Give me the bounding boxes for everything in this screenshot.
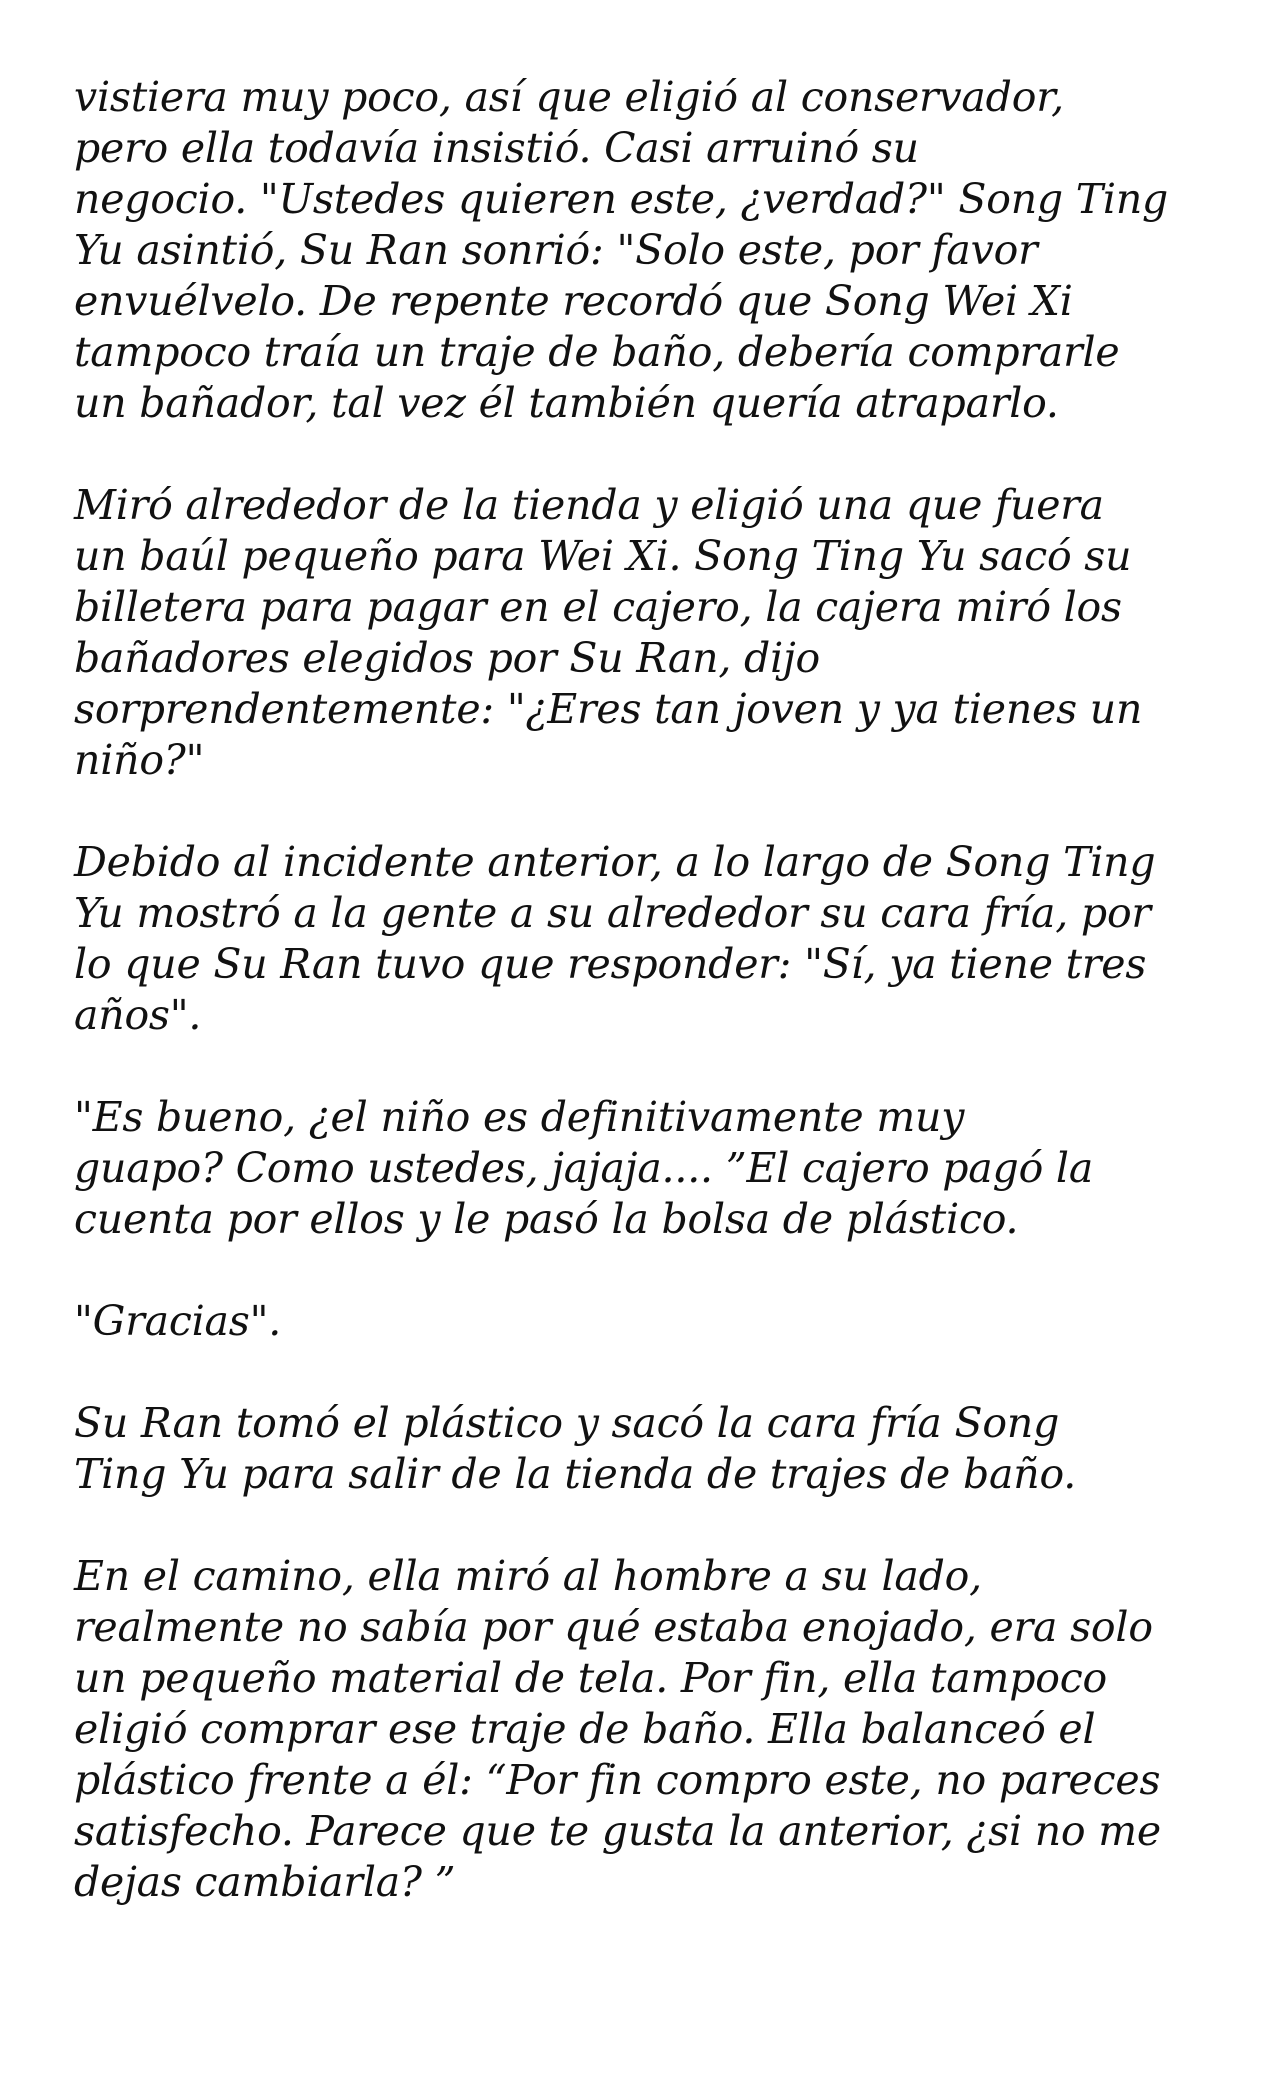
paragraph (74, 1398, 1224, 1500)
text-line: Yu asintió, Su Ran sonrió: "Solo este, por favor (74, 226, 1038, 274)
text-line: satisfecho. Parece que te gusta la anterior, ¿si no me (74, 1807, 1161, 1855)
text-line: vistiera muy poco, así que eligió al conservador, (74, 73, 1064, 121)
paragraph-spacer (74, 1500, 1224, 1551)
text-line: billetera para pagar en el cajero, la cajera miró los (74, 583, 1122, 631)
paragraph (74, 1551, 1224, 1908)
text-line: Su Ran tomó el plástico y sacó la cara fría Song (74, 1399, 1060, 1447)
text-line: un pequeño material de tela. Por fin, ella tampoco (74, 1654, 1107, 1702)
text-line: eligió comprar ese traje de baño. Ella balanceó el (74, 1705, 1096, 1753)
text-line: dejas cambiarla? ” (74, 1858, 456, 1906)
text-line: tampoco traía un traje de baño, debería comprarle (74, 328, 1120, 376)
paragraph-spacer (74, 786, 1224, 837)
paragraph-spacer (74, 429, 1224, 480)
text-line: bañadores elegidos por Su Ran, dijo (74, 634, 820, 682)
text-line: "Es bueno, ¿el niño es definitivamente muy (74, 1093, 965, 1141)
paragraph (74, 837, 1224, 1041)
text-line: realmente no sabía por qué estaba enojado, era solo (74, 1603, 1153, 1651)
text-line: envuélvelo. De repente recordó que Song Wei Xi (74, 277, 1073, 325)
text-line: Debido al incidente anterior, a lo largo de Song Ting (74, 838, 1156, 886)
text-line: plástico frente a él: “Por fin compro este, no pareces (74, 1756, 1161, 1804)
text-line: En el camino, ella miró al hombre a su lado, (74, 1552, 982, 1600)
text-line: sorprendentemente: "¿Eres tan joven y ya tienes un (74, 685, 1143, 733)
paragraph (74, 1296, 1224, 1347)
paragraph (74, 72, 1224, 429)
text-column (74, 72, 1224, 1908)
text-line: lo que Su Ran tuvo que responder: "Sí, ya tiene tres (74, 940, 1147, 988)
text-line: negocio. "Ustedes quieren este, ¿verdad?" Song Ting (74, 175, 1169, 223)
paragraph (74, 480, 1224, 786)
paragraph-spacer (74, 1041, 1224, 1092)
text-line: Yu mostró a la gente a su alrededor su cara fría, por (74, 889, 1151, 937)
text-line: cuenta por ellos y le pasó la bolsa de plástico. (74, 1195, 1019, 1243)
text-line: años". (74, 991, 202, 1039)
text-line: Ting Yu para salir de la tienda de trajes de baño. (74, 1450, 1077, 1498)
paragraph (74, 1092, 1224, 1245)
text-line: niño?" (74, 736, 205, 784)
text-line: "Gracias". (74, 1297, 282, 1345)
text-line: un baúl pequeño para Wei Xi. Song Ting Yu sacó su (74, 532, 1132, 580)
text-line: pero ella todavía insistió. Casi arruinó su (74, 124, 919, 172)
text-line: un bañador, tal vez él también quería atraparlo. (74, 379, 1059, 427)
text-line: Miró alrededor de la tienda y eligió una que fuera (74, 481, 1104, 529)
paragraph-spacer (74, 1245, 1224, 1296)
paragraph-spacer (74, 1347, 1224, 1398)
text-line: guapo? Como ustedes, jajaja.... ”El cajero pagó la (74, 1144, 1094, 1192)
